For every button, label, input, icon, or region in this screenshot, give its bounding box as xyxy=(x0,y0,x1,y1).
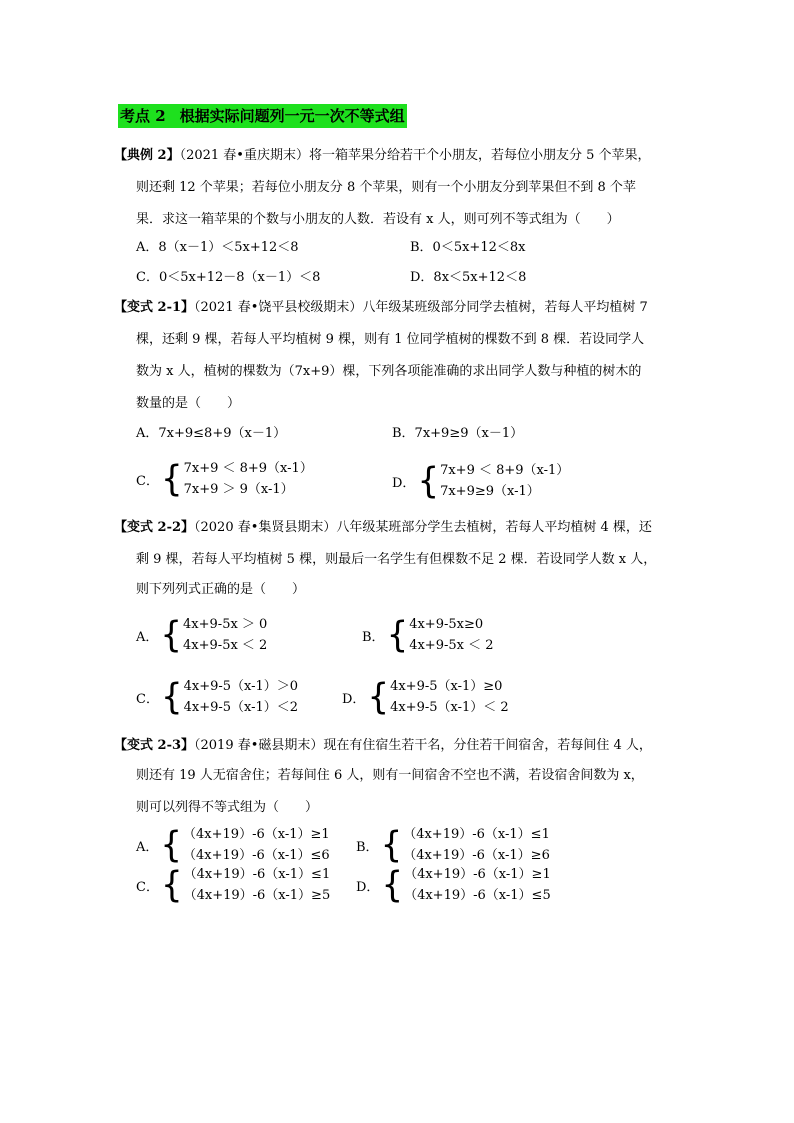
brace-icon: { xyxy=(160,864,183,906)
variant-2-2-line-2: 剩 9 棵，若每人平均植树 5 棵，则最后一名学生有但棵数不足 2 棵．若设同学人数 x 人， xyxy=(136,552,657,567)
variant-2-3-tag: 【变式 2-3】 xyxy=(114,738,195,753)
variant-2-2-option-c: C． { 4x+9-5（x-1）＞0 4x+9-5（x-1）＜2 xyxy=(136,676,299,718)
example-2-tag: 【典例 2】 xyxy=(114,148,180,163)
example-2-option-b: B．0＜5x+12＜8x xyxy=(410,240,526,255)
variant-2-1-option-a: A．7x+9≤8+9（x－1） xyxy=(136,426,287,441)
topic-label: 考点 2 xyxy=(120,107,166,125)
brace-icon: { xyxy=(381,864,404,906)
brace-icon: { xyxy=(380,824,403,866)
variant-2-3-line-3: 则可以列得不等式组为（ ） xyxy=(136,800,319,815)
brace-icon: { xyxy=(160,458,183,500)
variant-2-3-line-2: 则还有 19 人无宿舍住；若每间住 6 人，则有一间宿舍不空也不满，若设宿舍间数为 x， xyxy=(136,768,644,783)
variant-2-1-option-b: B．7x+9≥9（x－1） xyxy=(392,426,524,441)
variant-2-1-option-d: D． { 7x+9 ＜ 8+9（x-1） 7x+9≥9（x-1） xyxy=(392,460,570,502)
brace-icon: { xyxy=(417,460,440,502)
topic-title: 根据实际问题列一元一次不等式组 xyxy=(179,107,405,125)
variant-2-1-option-c: C． { 7x+9 ＜ 8+9（x-1） 7x+9 ＞ 9（x-1） xyxy=(136,458,313,500)
example-2-line-1: 【典例 2】（2021 春•重庆期末）将一箱苹果分给若干个小朋友，若每位小朋友分 5 个苹果， xyxy=(114,148,651,163)
variant-2-2-tag: 【变式 2-2】 xyxy=(114,520,195,535)
brace-icon: { xyxy=(160,676,183,718)
variant-2-1-line-2: 棵，还剩 9 棵，若每人平均植树 9 棵，则有 1 位同学植树的棵数不到 8 棵．若设同学人 xyxy=(136,332,645,347)
variant-2-1-line-3: 数为 x 人，植树的棵数为（7x+9）棵，下列各项能准确的求出同学人数与种植的树木的 xyxy=(136,364,642,379)
example-2-option-c: C．0＜5x+12－8（x－1）＜8 xyxy=(136,270,321,285)
variant-2-3-option-d: D． { （4x+19）-6（x-1）≥1 （4x+19）-6（x-1）≤5 xyxy=(356,864,551,906)
variant-2-3-line-1: 【变式 2-3】（2019 春•磁县期末）现在有住宿生若干名，分住若干间宿舍，若每间住 4 人， xyxy=(114,738,652,753)
variant-2-2-option-b: B． { 4x+9-5x≥0 4x+9-5x ＜ 2 xyxy=(362,614,494,656)
variant-2-3-option-b: B． { （4x+19）-6（x-1）≤1 （4x+19）-6（x-1）≥6 xyxy=(356,824,550,866)
brace-icon: { xyxy=(367,676,390,718)
variant-2-1-line-1: 【变式 2-1】（2021 春•饶平县校级期末）八年级某班级部分同学去植树，若每人平均植树 7 xyxy=(114,300,648,315)
brace-icon: { xyxy=(160,824,183,866)
variant-2-3-option-a: A． { （4x+19）-6（x-1）≥1 （4x+19）-6（x-1）≤6 xyxy=(136,824,330,866)
variant-2-2-option-d: D． { 4x+9-5（x-1）≥0 4x+9-5（x-1）＜ 2 xyxy=(342,676,509,718)
variant-2-3-option-c: C． { （4x+19）-6（x-1）≤1 （4x+19）-6（x-1）≥5 xyxy=(136,864,331,906)
example-2-option-d: D．8x＜5x+12＜8 xyxy=(410,270,527,285)
example-2-line-2: 则还剩 12 个苹果；若每位小朋友分 8 个苹果，则有一个小朋友分到苹果但不到 8 个苹 xyxy=(136,180,636,195)
variant-2-2-line-3: 则下列列式正确的是（ ） xyxy=(136,582,306,597)
variant-2-2-option-a: A． { 4x+9-5x ＞ 0 4x+9-5x ＜ 2 xyxy=(136,614,268,656)
brace-icon: { xyxy=(160,614,183,656)
section-heading xyxy=(118,104,407,128)
variant-2-2-line-1: 【变式 2-2】（2020 春•集贤县期末）八年级某班部分学生去植树，若每人平均植树 4 棵，还 xyxy=(114,520,652,535)
brace-icon: { xyxy=(386,614,409,656)
example-2-option-a: A．8（x－1）＜5x+12＜8 xyxy=(136,240,299,255)
variant-2-1-line-4: 数量的是（ ） xyxy=(136,396,241,411)
variant-2-1-tag: 【变式 2-1】 xyxy=(114,300,195,315)
example-2-line-3: 果．求这一箱苹果的个数与小朋友的人数．若设有 x 人，则可列不等式组为（ ） xyxy=(136,212,620,227)
